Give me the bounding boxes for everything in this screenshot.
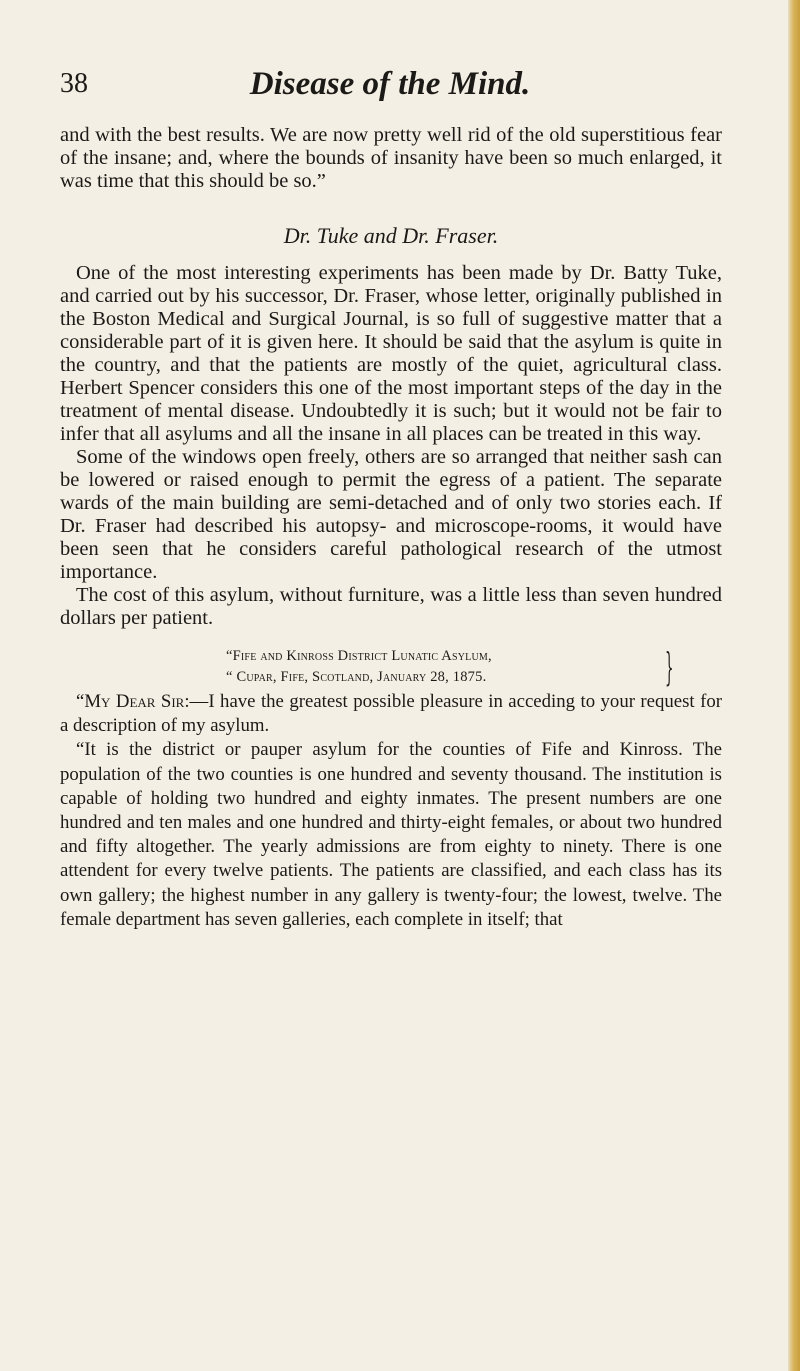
letter-heading-line-2: “ Cupar, Fife, Scotland, January 28, 1875. [226, 669, 487, 685]
page-number: 38 [60, 68, 88, 99]
section-heading: Dr. Tuke and Dr. Fraser. [283, 223, 499, 248]
letter-heading-line-1: “Fife and Kinross District Lunatic Asylum, [226, 648, 492, 664]
letter-salutation [60, 690, 722, 738]
salutation-rest: :—I have the greatest possible pleasure in acceding to your request for a description of my asylum. [60, 691, 723, 737]
brace-glyph: } [665, 645, 674, 689]
page-edge-decoration [788, 0, 800, 1371]
paragraph-continuation: and with the best results. We are now pretty well rid of the old superstitious fear of the insane; and, where the bounds of insanity have been so much enlarged, it was time that this should be so.” [60, 124, 722, 192]
paragraph-cost: The cost of this asylum, without furniture, was a little less than seven hundred dollars per patient. [60, 584, 722, 629]
running-head [60, 64, 720, 104]
running-title: Disease of the Mind. [249, 66, 531, 102]
page-body [60, 124, 722, 932]
letter-heading [60, 646, 722, 688]
paragraph-windows: Some of the windows open freely, others are so arranged that neither sash can be lowered or raised enough to permit the egress of a patient. The separate wards of the main building are semi-detached and of only two stories each. If Dr. Fraser had described his autopsy- and microscope-rooms, it would have been seen that he considers careful pathological research of the utmost importance. [60, 446, 722, 583]
letter-body: “It is the district or pauper asylum for the counties of Fife and Kinross. The population of the two counties is one hundred and seventy thousand. The institution is capable of holding two hundred and eighty inmates. The present numbers are one hundred and ten males and one hundred and thirty-eight females, or about two hundred and fifty altogether. The yearly admissions are from eighty to ninety. There is one attendent for every twelve patients. The patients are classified, and each class has its own gallery; the highest number in any gallery is twenty-four; the lowest, twelve. The female department has seven galleries, each complete in itself; that [60, 739, 722, 930]
salutation-lead: “My Dear Sir [76, 691, 185, 712]
paragraph-experiment: One of the most interesting experiments has been made by Dr. Batty Tuke, and carried out by his successor, Dr. Fraser, whose letter, originally published in the Boston Medical and Surgical Journal, is so full of suggestive matter that a considerable part of it is given here. It should be said that the asylum is quite in the country, and that the patients are mostly of the quiet, agricultural class. Herbert Spencer considers this one of the most important steps of the day in the treatment of mental disease. Undoubtedly it is such; but it would not be fair to infer that all asylums and all the insane in all places can be treated in this way. [60, 262, 722, 445]
